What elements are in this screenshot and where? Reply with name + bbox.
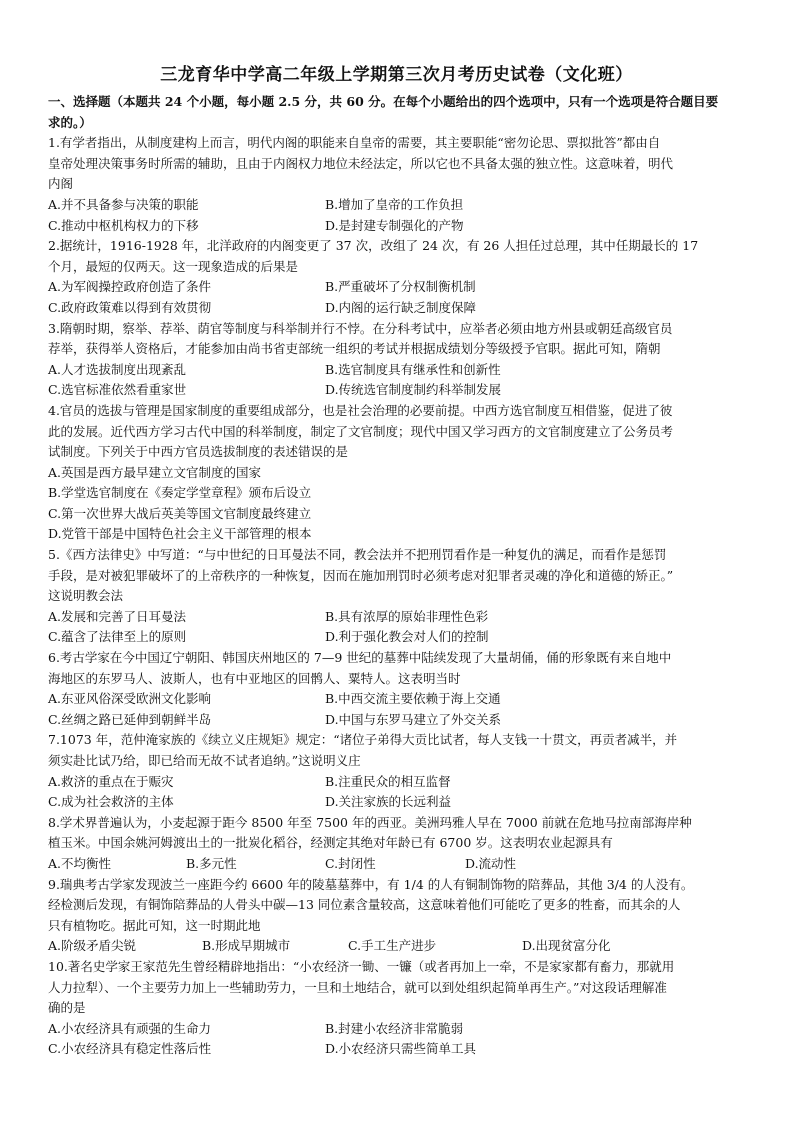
option-a[interactable]: A.救济的重点在于赈灾 — [48, 773, 174, 789]
option-a[interactable]: A.并不具备参与决策的职能 — [48, 196, 199, 212]
option-b[interactable]: B.多元性 — [186, 855, 237, 871]
option-a[interactable]: A.人才选拔制度出现紊乱 — [48, 361, 187, 377]
option-c[interactable]: C.成为社会救济的主体 — [48, 794, 174, 810]
question-stem-line: 1.有学者指出，从制度建构上而言，明代内阁的职能来自皇帝的需要，其主要职能“密勿论思、票拟批答”都由自 — [48, 135, 661, 151]
option-b[interactable]: B.学堂选官制度在《奏定学堂章程》颁布后设立 — [48, 485, 312, 501]
question-stem-line: 5.《西方法律史》中写道：“与中世纪的日耳曼法不同，教会法并不把刑罚看作是一种复仇的满足，而看作是惩罚 — [48, 547, 667, 563]
option-b[interactable]: B.中西交流主要依赖于海上交通 — [325, 691, 501, 707]
question-stem-line: 2.据统计，1916-1928 年，北洋政府的内阁变更了 37 次，改组了 24 次，有 26 人担任过总理，其中任期最长的 17 — [48, 238, 699, 254]
question-stem-line: 植玉米。中国余姚河姆渡出土的一批炭化稻谷，经测定其绝对年龄已有 6700 岁。这表明农业起源具有 — [48, 835, 613, 851]
question-stem-line: 荐举，获得举人资格后，才能参加由尚书省吏部统一组织的考试并根据成绩划分等级授予官职。据此可知，隋朝 — [48, 341, 661, 357]
option-a[interactable]: A.小农经济具有顽强的生命力 — [48, 1020, 212, 1036]
option-c[interactable]: C.丝绸之路已延伸到朝鲜半岛 — [48, 711, 212, 727]
option-b[interactable]: B.注重民众的相互监督 — [325, 773, 451, 789]
option-c[interactable]: C.政府政策难以得到有效贯彻 — [48, 299, 212, 315]
exam-title: 三龙育华中学高二年级上学期第三次月考历史试卷（文化班） — [160, 65, 633, 85]
option-a[interactable]: A.英国是西方最早建立文官制度的国家 — [48, 464, 262, 480]
option-d[interactable]: D.关注家族的长远利益 — [325, 794, 452, 810]
option-c[interactable]: C.选官标准依然看重家世 — [48, 382, 187, 398]
question-stem-line: 8.学术界普遍认为，小麦起源于距今 8500 年至 7500 年的西亚。美洲玛雅人早在 7000 前就在危地马拉南部海岸种 — [48, 814, 692, 830]
question-stem-line: 7.1073 年，范仲淹家族的《续立义庄规矩》规定：“诸位子弟得大贡比试者，每人支钱一十贯文，再贡者减半，并 — [48, 732, 678, 748]
section-instructions-line-1: 一、选择题（本题共 24 个小题，每小题 2.5 分，共 60 分。在每个小题给出的四个选项中，只有一个选项是符合题目要 — [48, 94, 719, 109]
question-stem-line: 试制度。下列关于中西方官员选拔制度的表述错误的是 — [48, 444, 349, 460]
option-a[interactable]: A.不均衡性 — [48, 855, 112, 871]
option-d[interactable]: D.中国与东罗马建立了外交关系 — [325, 711, 502, 727]
option-c[interactable]: C.第一次世界大战后英美等国文官制度最终建立 — [48, 505, 312, 521]
question-stem-line: 3.隋朝时期，察举、荐举、荫官等制度与科举制并行不悖。在分科考试中，应举者必须由地方州县或朝廷高级官员 — [48, 320, 673, 336]
question-stem-line: 这说明教会法 — [48, 588, 124, 604]
question-stem-line: 此的发展。近代西方学习古代中国的科举制度，制定了文官制度；现代中国又学习西方的文官制度建立了公务员考 — [48, 423, 674, 439]
option-c[interactable]: C.推动中枢机构权力的下移 — [48, 217, 199, 233]
question-3 — [48, 319, 753, 401]
question-stem-line: 经检测后发现，有铜饰陪葬品的人骨头中碳—13 同位素含量较高，这意味着他们可能吃了更多的牲畜，而其余的人 — [48, 897, 681, 913]
question-7 — [48, 730, 753, 812]
question-list — [48, 133, 753, 1060]
option-d[interactable]: D.小农经济只需些简单工具 — [325, 1041, 477, 1057]
option-b[interactable]: B.选官制度具有继承性和创新性 — [325, 361, 501, 377]
option-a[interactable]: A.为军阀操控政府创造了条件 — [48, 279, 212, 295]
option-b[interactable]: B.形成早期城市 — [202, 938, 291, 954]
option-d[interactable]: D.出现贫富分化 — [522, 938, 611, 954]
option-c[interactable]: C.小农经济具有稳定性落后性 — [48, 1041, 212, 1057]
question-9 — [48, 875, 753, 957]
question-10 — [48, 957, 753, 1060]
option-a[interactable]: A.阶级矛盾尖锐 — [48, 938, 137, 954]
option-b[interactable]: B.增加了皇帝的工作负担 — [325, 196, 464, 212]
option-a[interactable]: A.东亚风俗深受欧洲文化影响 — [48, 691, 212, 707]
question-stem-line: 个月，最短的仅两天。这一现象造成的后果是 — [48, 258, 299, 274]
question-stem-line: 须实赴比试乃给，即已给而无故不试者追纳。”这说明义庄 — [48, 753, 361, 768]
option-d[interactable]: D.利于强化教会对人们的控制 — [325, 629, 489, 645]
question-stem-line: 10.著名史学家王家范先生曾经精辟地指出：“小农经济一锄、一镰（或者再加上一牵，不是家家都有畜力，那就用 — [48, 958, 675, 974]
option-d[interactable]: D.内阁的运行缺乏制度保障 — [325, 299, 477, 315]
option-c[interactable]: C.手工生产进步 — [348, 938, 437, 954]
option-d[interactable]: D.是封建专制强化的产物 — [325, 217, 464, 233]
option-b[interactable]: B.具有浓厚的原始非理性色彩 — [325, 608, 489, 624]
section-instructions-line-2: 求的。） — [48, 114, 92, 130]
question-2 — [48, 236, 753, 318]
question-5 — [48, 545, 753, 648]
exam-content — [48, 92, 753, 1060]
question-6 — [48, 648, 753, 730]
question-stem-line: 只有植物吃。据此可知，这一时期此地 — [48, 917, 261, 933]
question-stem-line: 人力拉犁）、一个主要劳力加上一些辅助劳力，一旦和土地结合，就可以到处组织起简单再生产。”对这段话理解准 — [48, 979, 667, 995]
question-4 — [48, 401, 753, 545]
option-b[interactable]: B.严重破坏了分权制衡机制 — [325, 279, 476, 295]
question-stem-line: 海地区的东罗马人、波斯人，也有中亚地区的回鹘人、粟特人。这表明当时 — [48, 670, 461, 686]
option-a[interactable]: A.发展和完善了日耳曼法 — [48, 608, 187, 624]
question-stem-line: 9.瑞典考古学家发现波兰一座距今约 6600 年的陵墓墓葬中，有 1/4 的人有铜制饰物的陪葬品，其他 3/4 的人没有。 — [48, 876, 694, 892]
question-1 — [48, 133, 753, 236]
option-d[interactable]: D.传统选官制度制约科举制发展 — [325, 382, 502, 398]
question-stem-line: 内阁 — [48, 176, 74, 192]
option-b[interactable]: B.封建小农经济非常脆弱 — [325, 1020, 464, 1036]
question-stem-line: 确的是 — [48, 1000, 86, 1016]
question-stem-line: 6.考古学家在今中国辽宁朝阳、韩国庆州地区的 7—9 世纪的墓葬中陆续发现了大量胡俑，俑的形象既有来自地中 — [48, 650, 672, 666]
question-stem-line: 手段，是对被犯罪破坏了的上帝秩序的一种恢复，因而在施加刑罚时必须考虑对犯罪者灵魂的净化和道德的矫正。” — [48, 567, 674, 583]
option-d[interactable]: D.流动性 — [465, 855, 517, 871]
option-d[interactable]: D.党管干部是中国特色社会主义干部管理的根本 — [48, 526, 312, 542]
question-8 — [48, 813, 753, 875]
option-c[interactable]: C.蕴含了法律至上的原则 — [48, 629, 187, 645]
question-stem-line: 皇帝处理决策事务时所需的辅助，且由于内阁权力地位未经法定，所以它也不具备太强的独立性。这意味着，明代 — [48, 155, 674, 171]
question-stem-line: 4.官员的选拔与管理是国家制度的重要组成部分，也是社会治理的必要前提。中西方选官制度互相借鉴，促进了彼 — [48, 402, 673, 418]
option-c[interactable]: C.封闭性 — [325, 855, 376, 871]
